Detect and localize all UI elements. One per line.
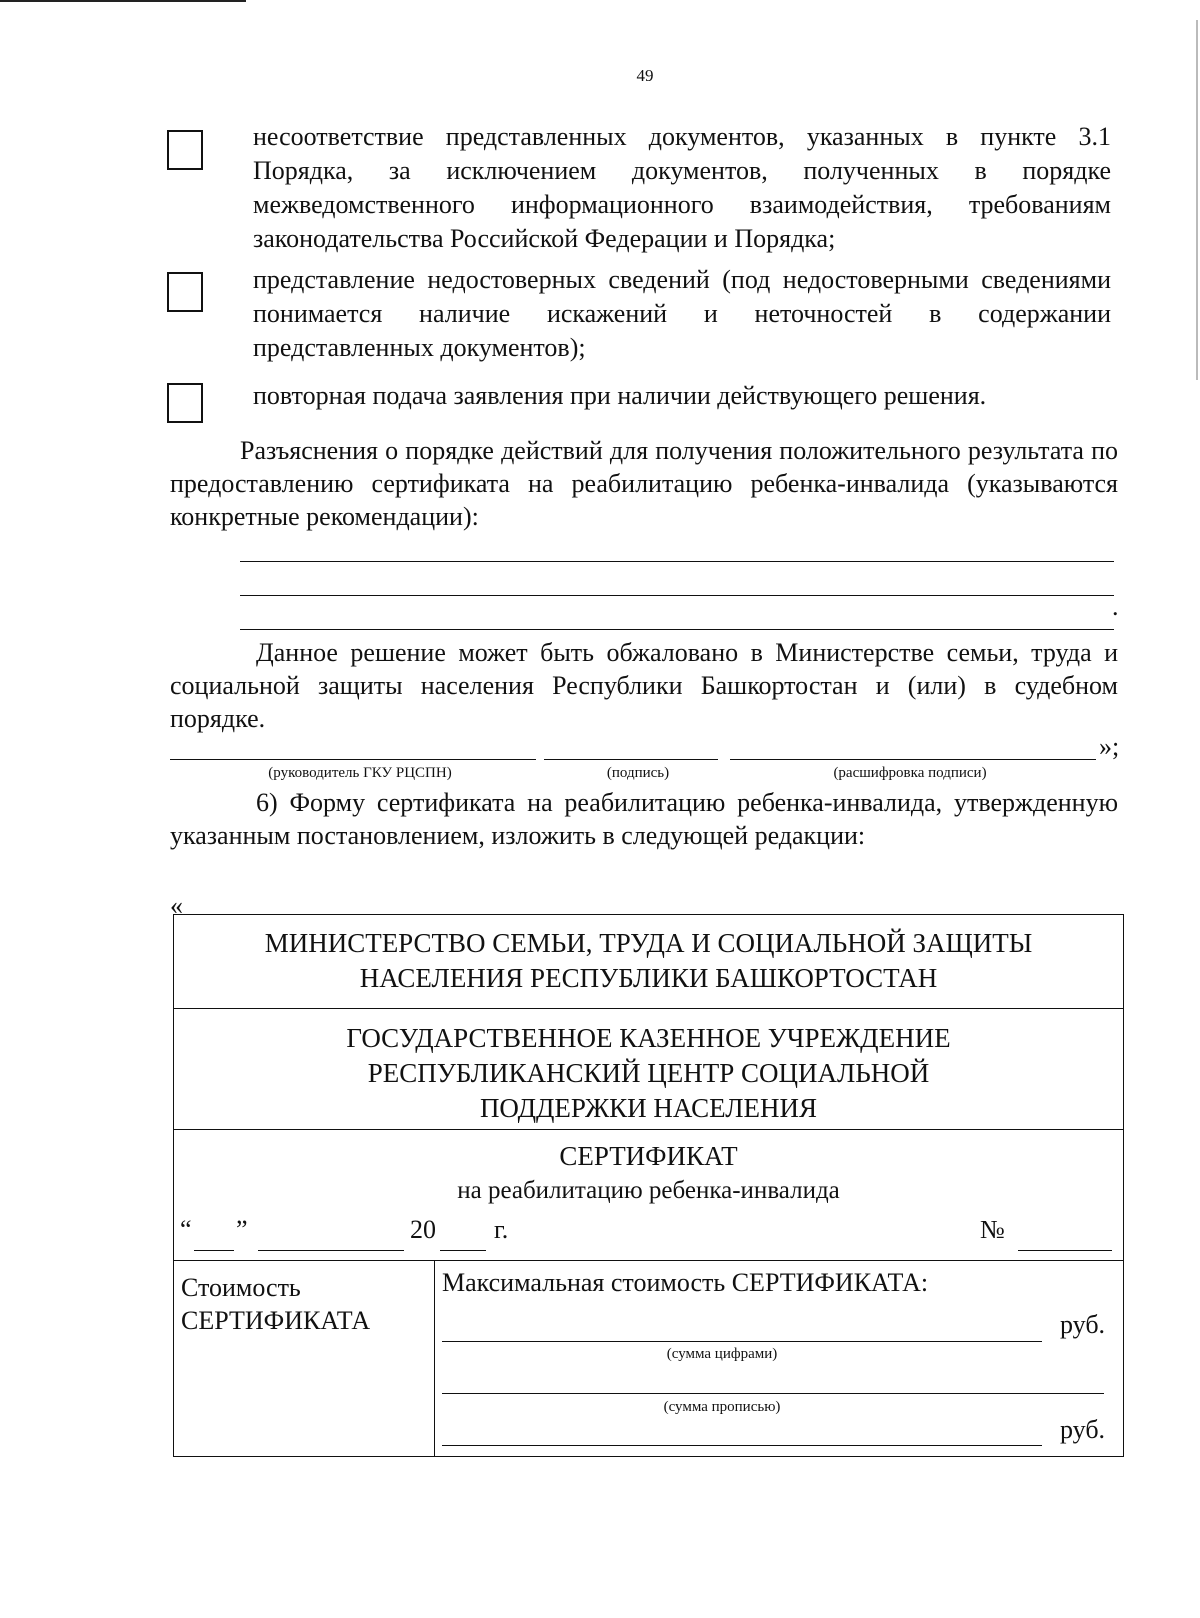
ministry-line-1: МИНИСТЕРСТВО СЕМЬИ, ТРУДА И СОЦИАЛЬНОЙ ЗАЩИТЫ — [264, 928, 1033, 958]
certificate-subtitle: на реабилитацию ребенка-инвалида — [457, 1177, 840, 1204]
page-number: 49 — [636, 66, 654, 85]
certificate-number-field[interactable] — [1018, 1250, 1112, 1251]
month-field[interactable] — [258, 1250, 404, 1251]
signature-decode-line[interactable] — [730, 759, 1096, 760]
option-text: повторная подача заявления при наличии действующего решения. — [253, 381, 987, 410]
appeal-paragraph: Данное решение может быть обжаловано в Министерстве семьи, труда и социальной защиты населения Республики Башкортостан и (или) в судебном порядке. — [170, 638, 1118, 733]
explanation-paragraph: Разъяснения о порядке действий для получения положительного результата по предоставлению сертификата на реабилитацию ребенка-инвалида (указываются конкретные рекомендации): — [170, 436, 1118, 531]
year-prefix: 20 — [410, 1215, 436, 1244]
sum-words-field-1[interactable] — [442, 1393, 1104, 1394]
checkbox-repeat-application[interactable] — [167, 383, 203, 423]
caption-head: (руководитель ГКУ РЦСПН) — [268, 765, 452, 781]
option-text: представление недостоверных сведений (под недостоверными сведениями понимается наличие искажений и неточностей в содержании представленных документов); — [253, 265, 1111, 362]
certificate-organization — [174, 1009, 1123, 1130]
closing-quote-mark: »; — [1099, 732, 1120, 761]
sum-digits-field[interactable] — [442, 1341, 1042, 1342]
year-field[interactable] — [440, 1250, 486, 1251]
day-field[interactable] — [194, 1250, 234, 1251]
certificate-date-row — [174, 1215, 1123, 1261]
cost-label-line-1: Стоимость — [181, 1273, 301, 1302]
recommendation-line-1[interactable] — [240, 561, 1114, 562]
cost-column-divider — [434, 1260, 435, 1457]
option-text: несоответствие представленных документов, указанных в пункте 3.1 Порядка, за исключением документов, полученных в порядке межведомственного информационного взаимодействия, требованиям законодательства Российской Федерации и Порядка; — [253, 122, 1111, 253]
head-signature-line[interactable] — [170, 759, 536, 760]
date-close-quote: ” — [236, 1215, 248, 1244]
caption-decode: (расшифровка подписи) — [833, 765, 987, 781]
currency-label-digits: руб. — [1060, 1310, 1106, 1339]
organization-line-2: РЕСПУБЛИКАНСКИЙ ЦЕНТР СОЦИАЛЬНОЙ — [367, 1058, 930, 1088]
certificate-ministry — [174, 915, 1123, 1009]
organization-line-1: ГОСУДАРСТВЕННОЕ КАЗЕННОЕ УЧРЕЖДЕНИЕ — [346, 1023, 951, 1053]
max-cost-label: Максимальная стоимость СЕРТИФИКАТА: — [442, 1268, 929, 1297]
recommendation-end-mark: . — [1112, 592, 1119, 621]
sum-words-field-2[interactable] — [442, 1445, 1042, 1446]
point-6-paragraph: 6) Форму сертификата на реабилитацию ребенка-инвалида, утвержденную указанным постановлением, изложить в следующей редакции: — [170, 788, 1118, 850]
date-open-quote: “ — [180, 1215, 192, 1244]
recommendation-line-2[interactable] — [240, 595, 1114, 596]
organization-line-3: ПОДДЕРЖКИ НАСЕЛЕНИЯ — [479, 1093, 818, 1123]
recommendation-line-3[interactable] — [240, 629, 1114, 630]
ministry-line-2: НАСЕЛЕНИЯ РЕСПУБЛИКИ БАШКОРТОСТАН — [359, 963, 938, 993]
certificate-title: СЕРТИФИКАТ — [559, 1141, 738, 1171]
scan-edge-rule — [0, 0, 246, 2]
year-suffix: г. — [494, 1215, 509, 1244]
certificate-form — [173, 914, 1124, 1457]
cost-label — [181, 1271, 421, 1337]
checkbox-mismatch-documents[interactable] — [167, 130, 203, 170]
sum-digits-caption: (сумма цифрами) — [666, 1346, 778, 1362]
opening-quote-mark: « — [170, 891, 183, 920]
sum-words-caption: (сумма прописью) — [663, 1399, 781, 1415]
checkbox-false-information[interactable] — [167, 272, 203, 312]
caption-signature: (подпись) — [606, 765, 670, 781]
currency-label-words: руб. — [1060, 1415, 1106, 1444]
signature-line[interactable] — [544, 759, 718, 760]
cost-label-line-2: СЕРТИФИКАТА — [181, 1306, 371, 1335]
number-sign: № — [980, 1215, 1005, 1244]
